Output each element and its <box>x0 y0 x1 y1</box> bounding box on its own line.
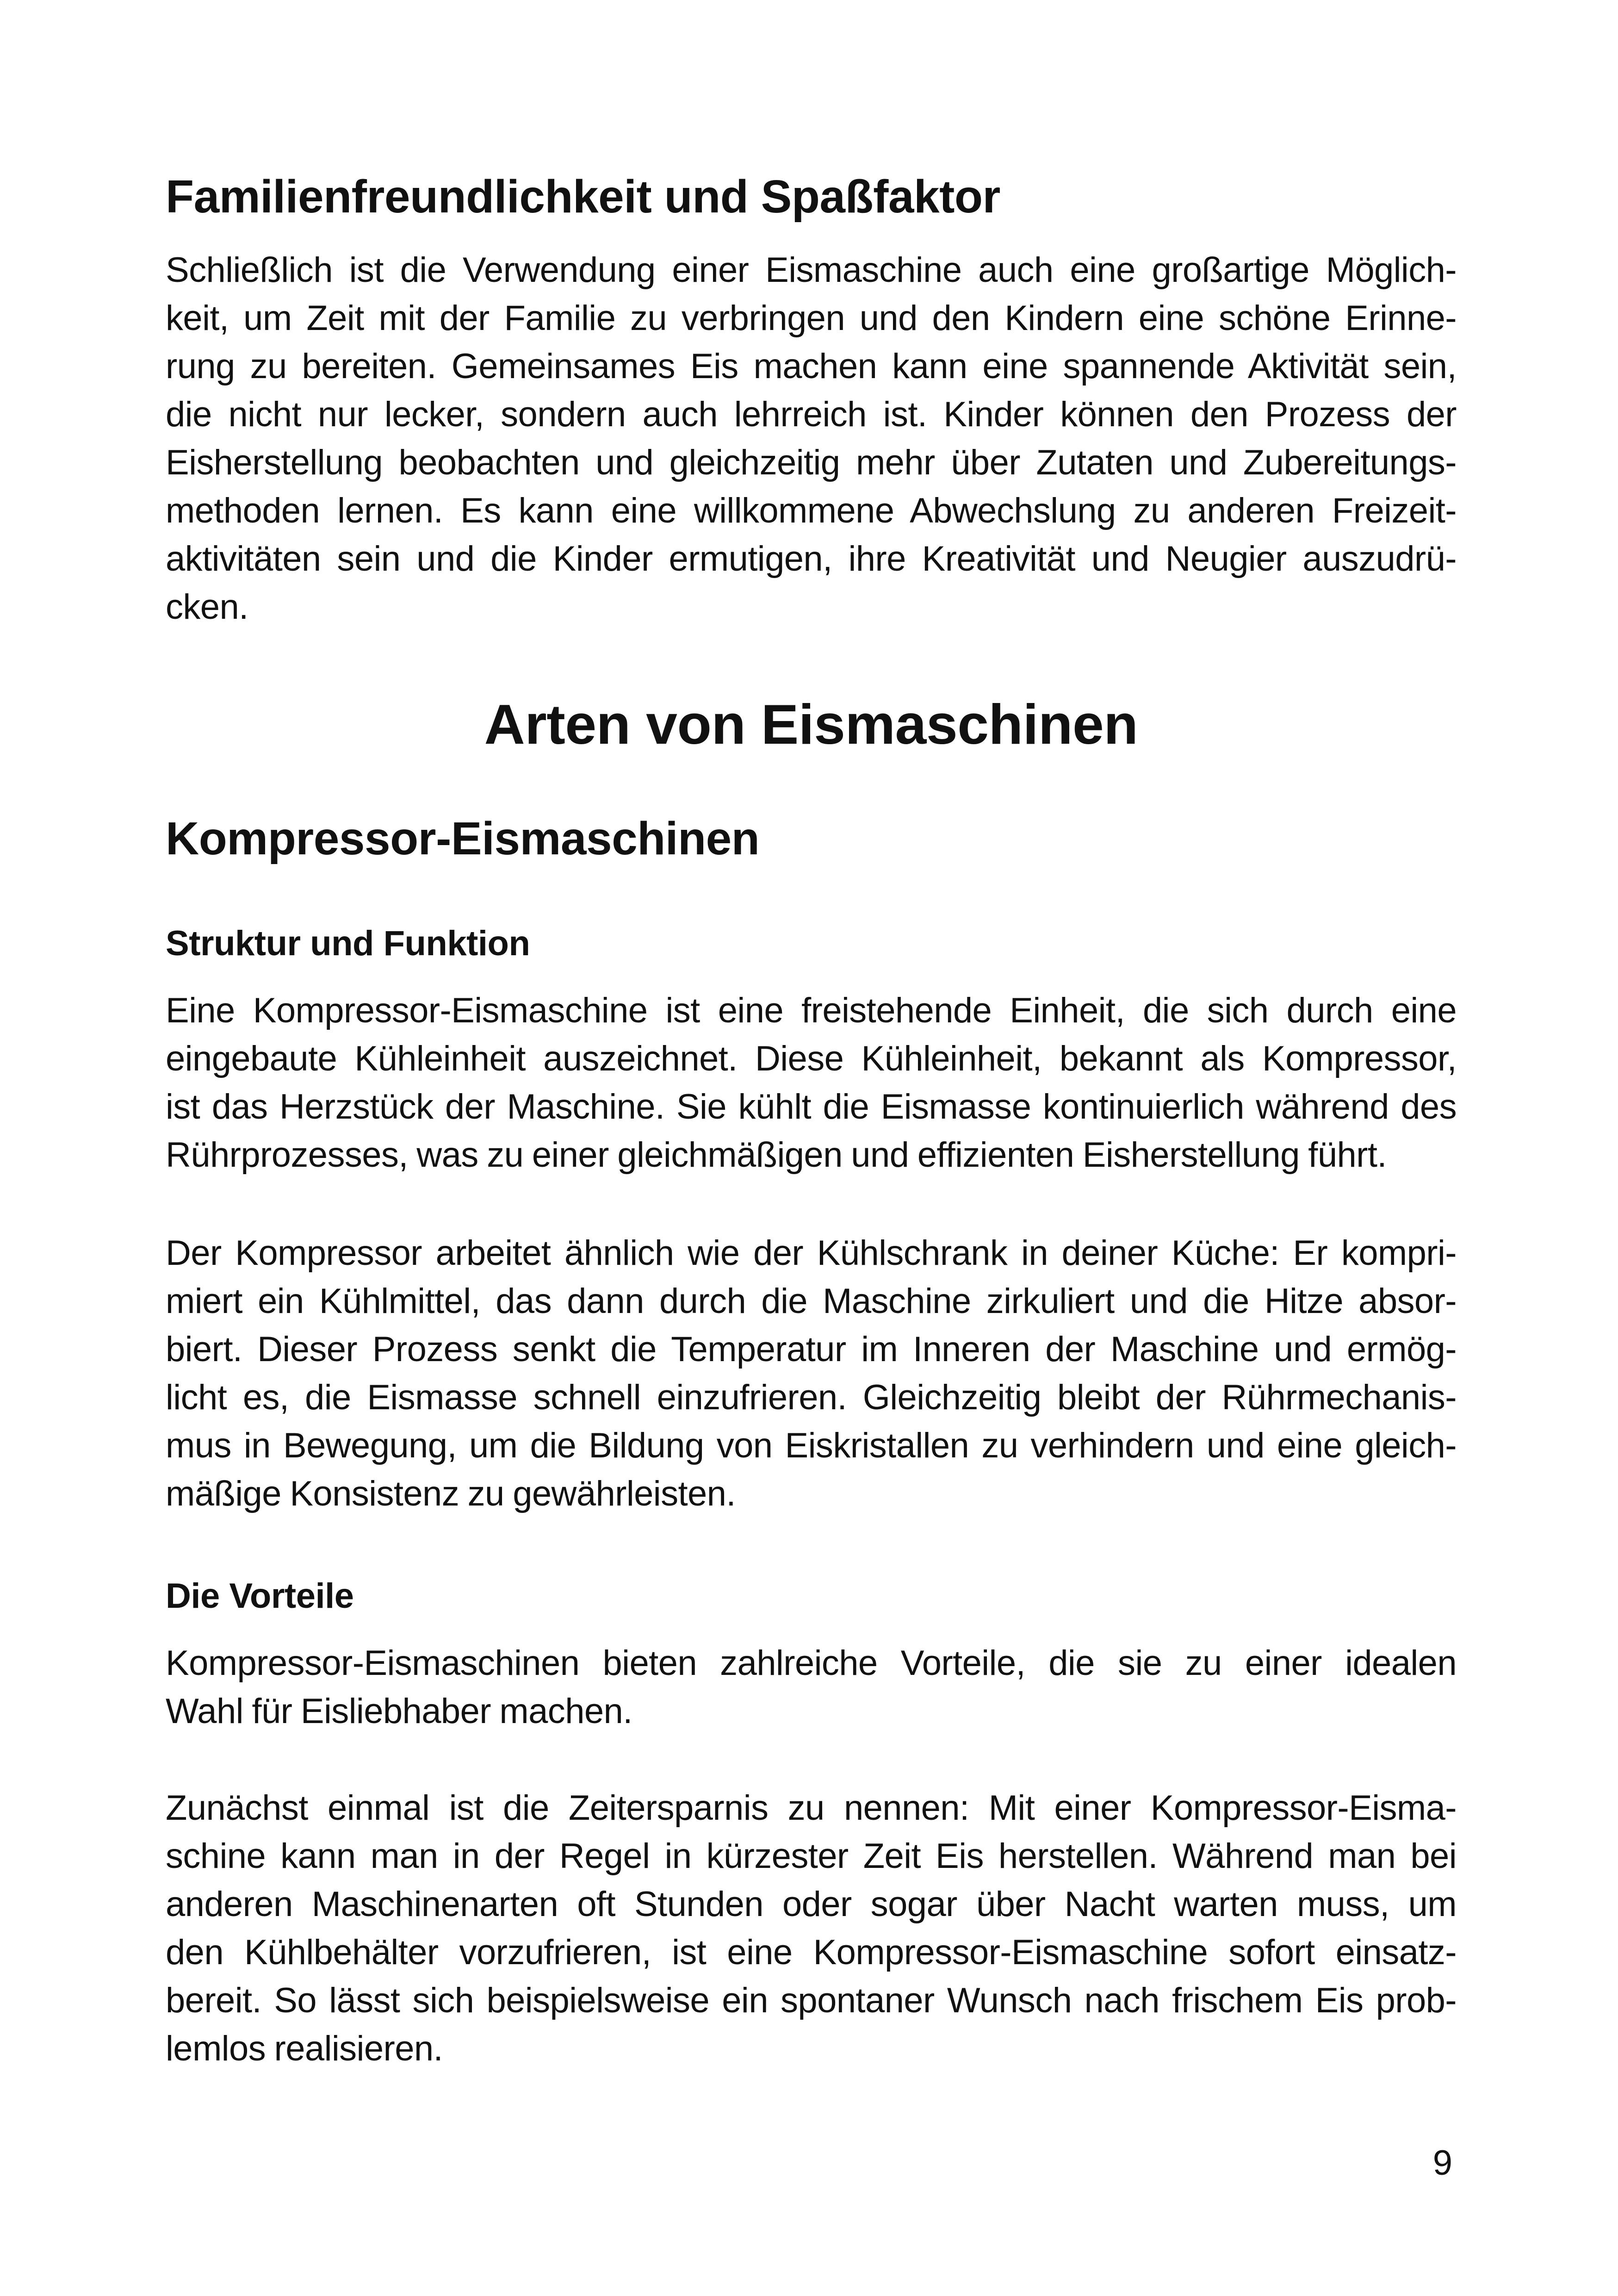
paragraph-line: miert ein Kühlmittel, das dann durch die Maschine zirkuliert und die Hitze absor- <box>166 1282 1457 1321</box>
paragraph-line: mäßige Konsistenz zu gewährleisten. <box>166 1474 736 1513</box>
paragraph-line: keit, um Zeit mit der Familie zu verbringen und den Kindern eine schöne Erinne- <box>166 299 1457 338</box>
paragraph-line: Kompressor-Eismaschinen bieten zahlreiche Vorteile, die sie zu einer idealen <box>166 1643 1457 1683</box>
paragraph-line: Wahl für Eisliebhaber machen. <box>166 1692 632 1731</box>
paragraph-line: aktivitäten sein und die Kinder ermutigen, ihre Kreativität und Neugier auszudrü- <box>166 539 1457 579</box>
advantages-heading: Die Vorteile <box>166 1576 354 1616</box>
section-title: Familienfreundlichkeit und Spaßfaktor <box>166 171 1000 223</box>
paragraph-line: schine kann man in der Regel in kürzester Zeit Eis herstellen. Während man bei <box>166 1836 1457 1876</box>
structure-paragraph-two <box>166 1229 1457 1518</box>
paragraph-line: licht es, die Eismasse schnell einzufrieren. Gleichzeitig bleibt der Rührmechanis- <box>166 1378 1457 1417</box>
paragraph-line: Schließlich ist die Verwendung einer Eismaschine auch eine großartige Möglich- <box>166 250 1457 290</box>
paragraph-line: cken. <box>166 587 248 627</box>
paragraph-line: anderen Maschinenarten oft Stunden oder sogar über Nacht warten muss, um <box>166 1885 1457 1924</box>
structure-heading: Struktur und Funktion <box>166 924 530 963</box>
subsection-title: Kompressor-Eismaschinen <box>166 813 760 865</box>
paragraph-line: mus in Bewegung, um die Bildung von Eiskristallen zu verhindern und eine gleich- <box>166 1426 1457 1465</box>
paragraph-line: eingebaute Kühleinheit auszeichnet. Diese Kühleinheit, bekannt als Kompressor, <box>166 1039 1457 1078</box>
structure-paragraph-one <box>166 987 1457 1179</box>
paragraph-line: ist das Herzstück der Maschine. Sie kühlt die Eismasse kontinuierlich während des <box>166 1087 1457 1126</box>
chapter-title: Arten von Eismaschinen <box>484 693 1138 756</box>
family-fun-paragraph <box>166 246 1457 631</box>
page-number: 9 <box>1432 2143 1452 2183</box>
paragraph-line: die nicht nur lecker, sondern auch lehrreich ist. Kinder können den Prozess der <box>166 395 1457 434</box>
advantages-paragraph-one <box>166 1639 1457 1736</box>
paragraph-line: Rührprozesses, was zu einer gleichmäßigen und effizienten Eisherstellung führt. <box>166 1135 1387 1175</box>
paragraph-line: rung zu bereiten. Gemeinsames Eis machen kann eine spannende Aktivität sein, <box>166 347 1457 386</box>
paragraph-line: bereit. So lässt sich beispielsweise ein spontaner Wunsch nach frischem Eis prob- <box>166 1981 1457 2020</box>
paragraph-line: methoden lernen. Es kann eine willkommene Abwechslung zu anderen Freizeit- <box>166 491 1457 530</box>
paragraph-line: den Kühlbehälter vorzufrieren, ist eine Kompressor-Eismaschine sofort einsatz- <box>166 1933 1457 1972</box>
paragraph-line: Der Kompressor arbeitet ähnlich wie der Kühlschrank in deiner Küche: Er kompri- <box>166 1233 1457 1273</box>
paragraph-line: Zunächst einmal ist die Zeitersparnis zu nennen: Mit einer Kompressor-Eisma- <box>166 1788 1457 1828</box>
advantages-paragraph-two <box>166 1784 1457 2073</box>
paragraph-line: biert. Dieser Prozess senkt die Temperatur im Inneren der Maschine und ermög- <box>166 1330 1457 1369</box>
paragraph-line: lemlos realisieren. <box>166 2029 443 2068</box>
document-page <box>166 0 1457 2296</box>
paragraph-line: Eine Kompressor-Eismaschine ist eine freistehende Einheit, die sich durch eine <box>166 991 1457 1030</box>
paragraph-line: Eisherstellung beobachten und gleichzeitig mehr über Zutaten und Zubereitungs- <box>166 443 1457 482</box>
